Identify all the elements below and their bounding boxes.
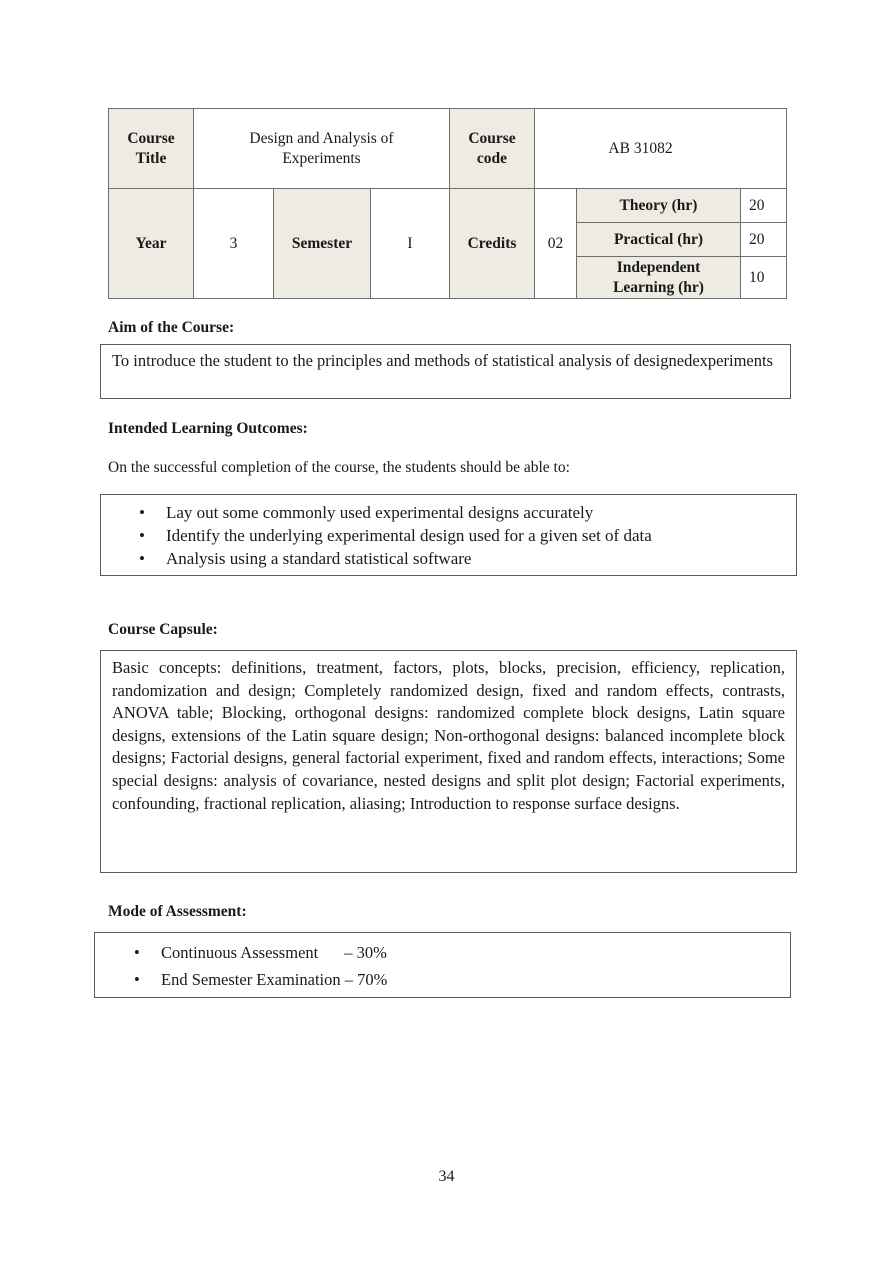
outcomes-heading: Intended Learning Outcomes:	[108, 420, 308, 437]
bullet-icon: •	[139, 526, 145, 545]
bullet-icon: •	[139, 549, 145, 568]
assessment-box	[94, 932, 791, 998]
course-title-value: Design and Analysis of Experiments	[194, 109, 450, 189]
course-code-label: Course code	[450, 109, 535, 189]
capsule-text: Basic concepts: definitions, treatment, factors, plots, blocks, precision, efficiency, replication, randomization and design; Completely randomized design, fixed and random effects, contrasts, ANOVA table; Blocking, orthogonal designs: randomized complete block designs, Latin square designs, extensions of the Latin square design; Non-orthogonal designs: balanced incomplete block designs; Factorial designs, general factorial experiment, fixed and random effects, interactions; Some special designs: analysis of covariance, nested designs and split plot design; Factorial experiments, confounding, fractional replication, aliasing; Introduction to response surface designs.	[112, 658, 785, 813]
practical-hours-label: Practical (hr)	[577, 223, 741, 257]
aim-text: To introduce the student to the principles and methods of statistical analysis of designedexperiments	[112, 351, 773, 370]
credits-value: 02	[535, 189, 577, 299]
theory-hours-value: 20	[741, 189, 787, 223]
theory-hours-label: Theory (hr)	[577, 189, 741, 223]
semester-label: Semester	[274, 189, 371, 299]
year-label: Year	[109, 189, 194, 299]
practical-hours-value: 20	[741, 223, 787, 257]
aim-box	[100, 344, 791, 399]
semester-value: I	[371, 189, 450, 299]
independent-hours-value: 10	[741, 257, 787, 299]
outcome-item: • Analysis using a standard statistical software	[139, 549, 472, 568]
credits-label: Credits	[450, 189, 535, 299]
course-code-value: AB 31082	[535, 109, 787, 189]
capsule-box	[100, 650, 797, 873]
capsule-heading: Course Capsule:	[108, 621, 218, 638]
course-info-table	[108, 108, 787, 299]
assessment-item: • Continuous Assessment – 30%	[95, 939, 790, 966]
outcome-item: • Lay out some commonly used experimental designs accurately	[139, 503, 594, 522]
bullet-icon: •	[134, 970, 140, 989]
year-value: 3	[194, 189, 274, 299]
aim-heading: Aim of the Course:	[108, 319, 235, 336]
outcome-item: • Identify the underlying experimental design used for a given set of data	[139, 526, 652, 545]
independent-hours-label: Independent Learning (hr)	[577, 257, 741, 299]
outcomes-box	[100, 494, 797, 576]
assessment-heading: Mode of Assessment:	[108, 903, 247, 920]
outcomes-list	[101, 501, 796, 570]
bullet-icon: •	[139, 503, 145, 522]
page-number: 34	[438, 1168, 455, 1185]
course-title-label: Course Title	[109, 109, 194, 189]
bullet-icon: •	[134, 943, 140, 962]
outcomes-intro: On the successful completion of the course, the students should be able to:	[108, 459, 570, 476]
assessment-list	[95, 939, 790, 993]
assessment-item: • End Semester Examination – 70%	[95, 966, 790, 993]
